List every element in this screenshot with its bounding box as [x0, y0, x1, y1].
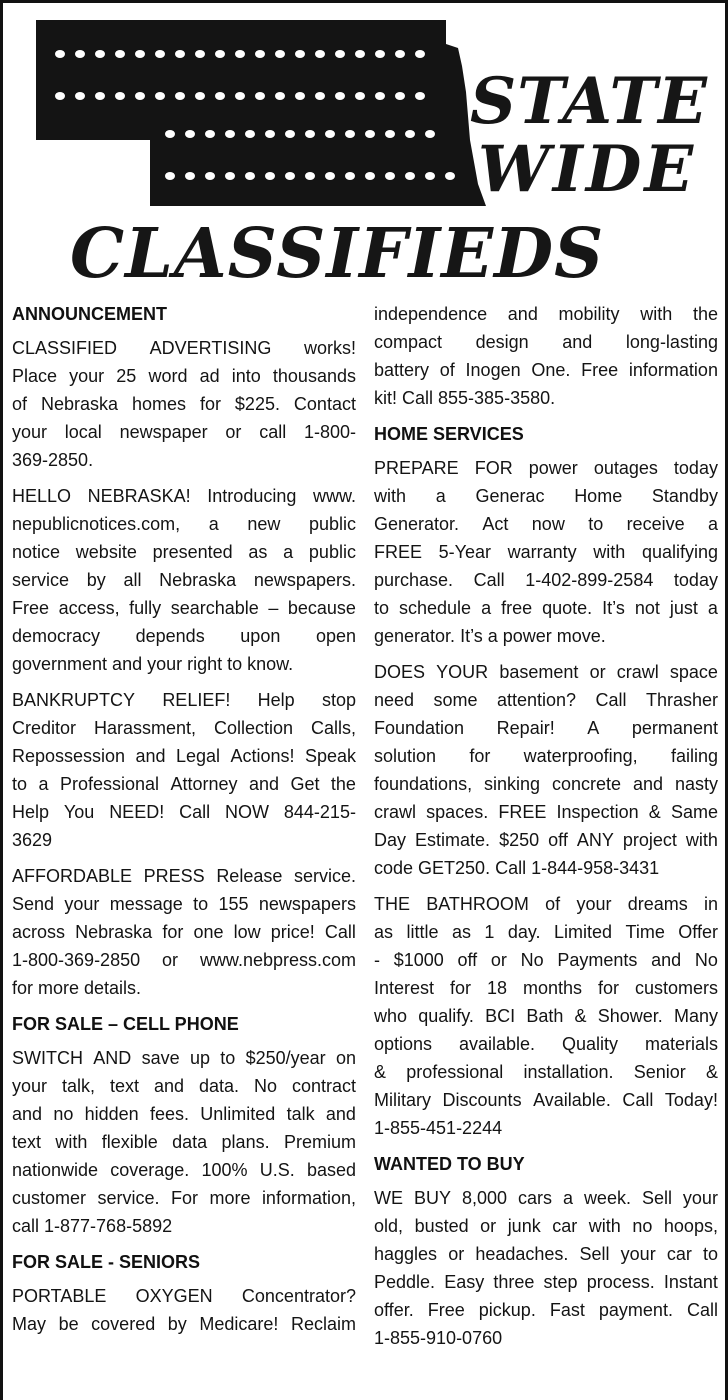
- text-line: options available. Quality materials: [374, 1034, 718, 1054]
- text-line: who qualify. BCI Bath & Shower. Many: [374, 1006, 718, 1026]
- map-dot: [255, 92, 265, 100]
- text-line: Send your message to 155 newspapers: [12, 894, 356, 914]
- text-line: battery of Inogen One. Free information: [374, 360, 718, 380]
- text-line: with a Generac Home Standby: [374, 486, 718, 506]
- ad-bankruptcy-relief: [12, 686, 356, 854]
- text-line: PORTABLE OXYGEN Concentrator?: [12, 1286, 356, 1306]
- map-dot: [365, 172, 375, 180]
- map-dot: [445, 172, 455, 180]
- map-dot: [405, 130, 415, 138]
- map-dot: [235, 50, 245, 58]
- map-dot: [295, 92, 305, 100]
- text-line: as little as 1 day. Limited Time Offer: [374, 922, 718, 942]
- map-dot: [255, 50, 265, 58]
- map-dot: [75, 50, 85, 58]
- text-line: haggles or headaches. Sell your car to: [374, 1244, 718, 1264]
- text-line: Help You NEED! Call NOW 844-215-: [12, 802, 356, 822]
- text-line: customer service. For more information,: [12, 1188, 356, 1208]
- text-line: service by all Nebraska newspapers.: [12, 570, 356, 590]
- map-dot: [185, 130, 195, 138]
- map-dot: [195, 92, 205, 100]
- text-line: compact design and long-lasting: [374, 332, 718, 352]
- text-line: 1-855-451-2244: [374, 1118, 503, 1138]
- ad-affordable-press: [12, 862, 356, 1002]
- text-line: independence and mobility with the: [374, 304, 718, 324]
- text-line: across Nebraska for one low price! Call: [12, 922, 356, 942]
- text-line: call 1-877-768-5892: [12, 1216, 173, 1236]
- text-line: code GET250. Call 1-844-958-3431: [374, 858, 660, 878]
- map-dot: [235, 92, 245, 100]
- text-line: need some attention? Call Thrasher: [374, 690, 718, 710]
- map-dot: [425, 172, 435, 180]
- ad-portable-oxygen: [12, 1282, 356, 1338]
- text-line: to schedule a free quote. It’s not just a: [374, 598, 718, 618]
- text-line: May be covered by Medicare! Reclaim: [12, 1314, 356, 1334]
- ad-bci-bath: [374, 890, 718, 1142]
- map-dot: [415, 50, 425, 58]
- map-dot: [155, 50, 165, 58]
- map-dot: [75, 92, 85, 100]
- map-dot: [385, 130, 395, 138]
- map-dot: [335, 50, 345, 58]
- text-line: THE BATHROOM of your dreams in: [374, 894, 718, 914]
- text-line: government and your right to know.: [12, 654, 294, 674]
- map-dot: [305, 130, 315, 138]
- map-dot: [55, 50, 65, 58]
- section-heading-wanted-to-buy: WANTED TO BUY: [374, 1154, 525, 1174]
- map-dot: [365, 130, 375, 138]
- map-dot: [265, 172, 275, 180]
- text-line: 3629: [12, 830, 53, 850]
- map-dot: [115, 92, 125, 100]
- map-dot: [375, 92, 385, 100]
- map-dot: [315, 92, 325, 100]
- map-dot: [325, 172, 335, 180]
- text-line: Free access, fully searchable – because: [12, 598, 356, 618]
- text-line: Interest for 18 months for customers: [374, 978, 718, 998]
- text-line: offer. Free pickup. Fast payment. Call: [374, 1300, 718, 1320]
- text-line: AFFORDABLE PRESS Release service.: [12, 866, 356, 886]
- ad-portable-oxygen-continued: [374, 300, 718, 412]
- text-line: Foundation Repair! A permanent: [374, 718, 718, 738]
- map-dot: [185, 172, 195, 180]
- map-dot: [275, 92, 285, 100]
- map-dot: [355, 92, 365, 100]
- text-line: 1-800-369-2850 or www.nebpress.com: [12, 950, 356, 970]
- text-line: FREE 5-Year warranty with qualifying: [374, 542, 718, 562]
- map-dot: [415, 92, 425, 100]
- text-line: WE BUY 8,000 cars a week. Sell your: [374, 1188, 718, 1208]
- map-dot: [165, 130, 175, 138]
- map-dot: [225, 130, 235, 138]
- map-dot: [295, 50, 305, 58]
- text-line: Generator. Act now to receive a: [374, 514, 718, 534]
- text-line: Military Discounts Available. Call Today!: [374, 1090, 718, 1110]
- text-line: your local newspaper or call 1-800-: [12, 422, 356, 442]
- map-dot: [155, 92, 165, 100]
- map-dot: [245, 172, 255, 180]
- map-dot: [135, 50, 145, 58]
- text-line: nationwide coverage. 100% U.S. based: [12, 1160, 356, 1180]
- map-dot: [215, 92, 225, 100]
- text-line: nepublicnotices.com, a new public: [12, 514, 356, 534]
- text-line: Day Estimate. $250 off ANY project with: [374, 830, 718, 850]
- text-line: and no hidden fees. Unlimited talk and: [12, 1104, 356, 1124]
- map-dot: [425, 130, 435, 138]
- text-line: foundations, sinking concrete and nasty: [374, 774, 718, 794]
- map-dot: [325, 130, 335, 138]
- map-dot: [285, 130, 295, 138]
- section-heading-announcement: ANNOUNCEMENT: [12, 304, 167, 324]
- ad-thrasher-foundation: [374, 658, 718, 882]
- right-column: [374, 300, 718, 1360]
- map-dot: [405, 172, 415, 180]
- text-line: Peddle. Easy three step process. Instant: [374, 1272, 718, 1292]
- left-column: [12, 300, 356, 1346]
- map-dot: [245, 130, 255, 138]
- map-dot: [175, 50, 185, 58]
- text-line: for more details.: [12, 978, 142, 998]
- text-line: of Nebraska homes for $225. Contact: [12, 394, 356, 414]
- text-line: democracy depends upon open: [12, 626, 356, 646]
- text-line: text with flexible data plans. Premium: [12, 1132, 356, 1152]
- map-dot: [305, 172, 315, 180]
- map-dot: [335, 92, 345, 100]
- text-line: SWITCH AND save up to $250/year on: [12, 1048, 356, 1068]
- map-dot: [205, 172, 215, 180]
- masthead-wide-word: WIDE: [478, 132, 697, 207]
- map-dot: [345, 172, 355, 180]
- map-dot: [215, 50, 225, 58]
- section-heading-cell-phone: FOR SALE – CELL PHONE: [12, 1014, 239, 1034]
- section-heading-home-services: HOME SERVICES: [374, 424, 524, 444]
- map-dot: [195, 50, 205, 58]
- text-line: generator. It’s a power move.: [374, 626, 606, 646]
- map-dot: [285, 172, 295, 180]
- map-dot: [55, 92, 65, 100]
- map-dot: [165, 172, 175, 180]
- text-line: BANKRUPTCY RELIEF! Help stop: [12, 690, 356, 710]
- text-line: PREPARE FOR power outages today: [374, 458, 718, 478]
- map-dot: [345, 130, 355, 138]
- ad-classified-advertising: [12, 334, 356, 474]
- text-line: & professional installation. Senior &: [374, 1062, 718, 1082]
- map-dot: [135, 92, 145, 100]
- text-line: solution for waterproofing, failing: [374, 746, 718, 766]
- text-line: to a Professional Attorney and Get the: [12, 774, 356, 794]
- text-line: notice website presented as a public: [12, 542, 356, 562]
- section-heading-seniors: FOR SALE - SENIORS: [12, 1252, 201, 1272]
- text-line: 1-855-910-0760: [374, 1328, 503, 1348]
- text-line: purchase. Call 1-402-899-2584 today: [374, 570, 718, 590]
- map-dot: [95, 92, 105, 100]
- map-dot: [175, 92, 185, 100]
- text-line: - $1000 off or No Payments and No: [374, 950, 718, 970]
- map-dot: [225, 172, 235, 180]
- text-line: Creditor Harassment, Collection Calls,: [12, 718, 356, 738]
- map-dot: [115, 50, 125, 58]
- ad-switch-and-save: [12, 1044, 356, 1240]
- map-dot: [265, 130, 275, 138]
- map-dot: [375, 50, 385, 58]
- map-dot: [395, 50, 405, 58]
- text-line: CLASSIFIED ADVERTISING works!: [12, 338, 356, 358]
- text-line: kit! Call 855-385-3580.: [374, 388, 556, 408]
- text-line: 369-2850.: [12, 450, 94, 470]
- masthead-state-word: STATE: [470, 64, 708, 139]
- text-line: HELLO NEBRASKA! Introducing www.: [12, 486, 356, 506]
- map-dot: [95, 50, 105, 58]
- map-dot: [315, 50, 325, 58]
- map-dot: [395, 92, 405, 100]
- text-line: Repossession and Legal Actions! Speak: [12, 746, 356, 766]
- masthead: [0, 0, 728, 296]
- text-line: old, busted or junk car with no hoops,: [374, 1216, 718, 1236]
- map-dot: [385, 172, 395, 180]
- map-dot: [275, 50, 285, 58]
- masthead-classifieds-word: CLASSIFIEDS: [70, 214, 605, 294]
- text-line: your talk, text and data. No contract: [12, 1076, 356, 1096]
- ad-generac-generator: [374, 454, 718, 650]
- ad-hello-nebraska: [12, 482, 356, 678]
- text-line: Place your 25 word ad into thousands: [12, 366, 356, 386]
- text-line: crawl spaces. FREE Inspection & Same: [374, 802, 718, 822]
- ad-peddle-cars: [374, 1184, 718, 1352]
- map-dot: [205, 130, 215, 138]
- text-line: DOES YOUR basement or crawl space: [374, 662, 718, 682]
- map-dot: [355, 50, 365, 58]
